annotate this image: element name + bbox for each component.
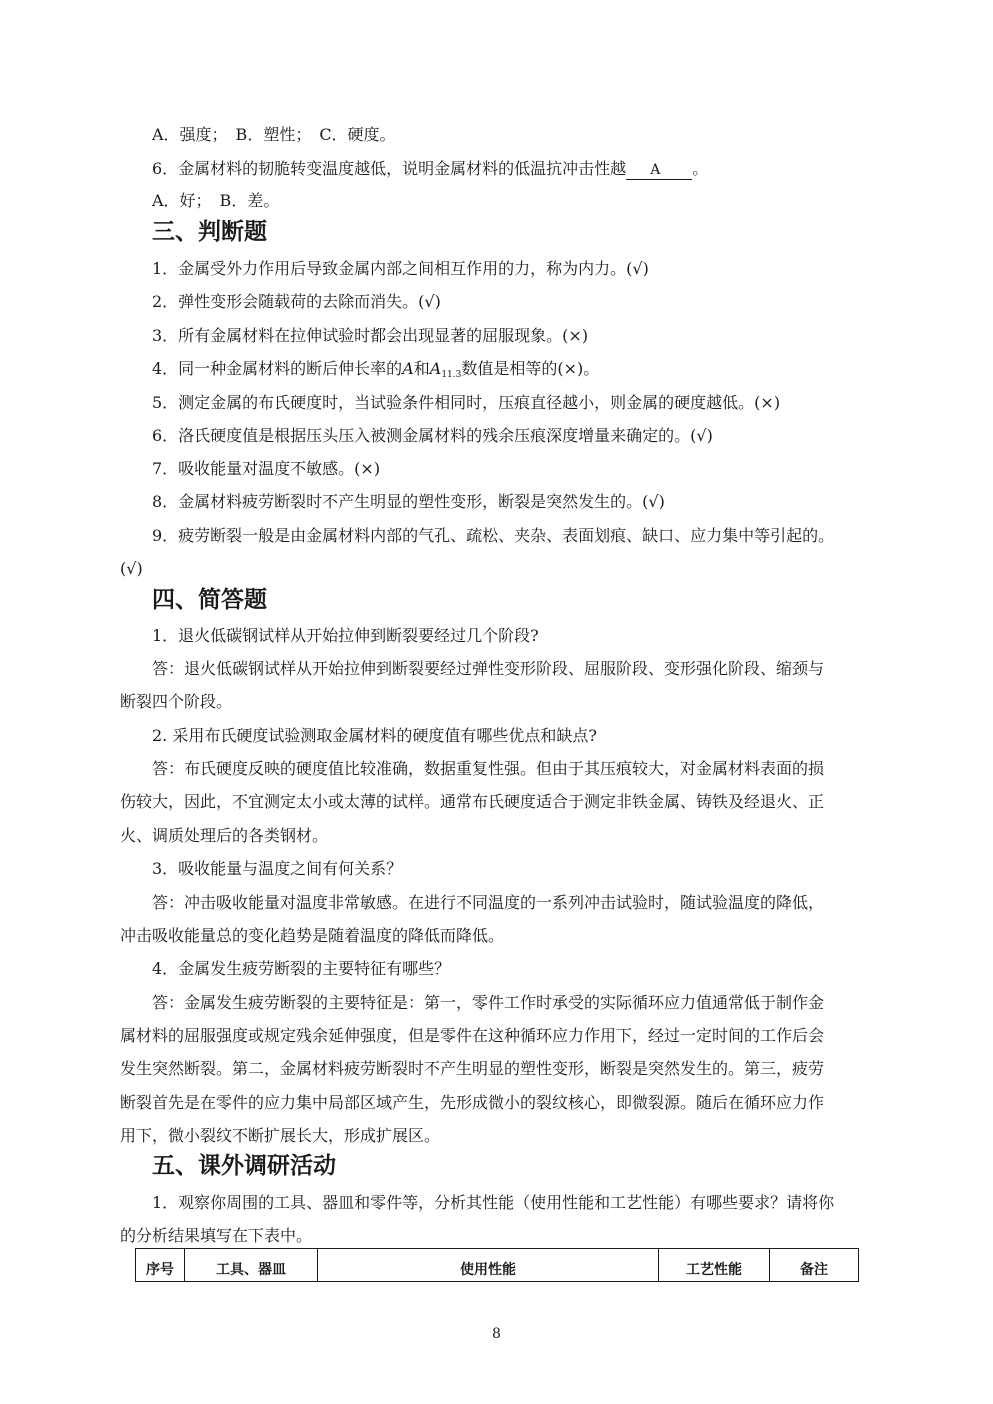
short-answer-2-line-2: 伤较大，因此，不宜测定太小或太薄的试样。通常布氏硬度适合于测定非铁金属、铸铁及经退火、正 — [120, 792, 825, 811]
symbol-a113: A — [429, 359, 442, 378]
judge-item-6: 6．洛氏硬度值是根据压头压入被测金属材料的残余压痕深度增量来确定的。(√) — [152, 426, 713, 445]
judge-item-3: 3．所有金属材料在拉伸试验时都会出现显著的屈服现象。(×) — [152, 326, 589, 345]
table-header-cell: 使用性能 — [318, 1249, 659, 1282]
table-header-cell: 序号 — [136, 1249, 185, 1282]
question-6-end: 。 — [692, 159, 709, 178]
symbol-a: A — [402, 359, 414, 378]
short-answer-4-line-4: 断裂首先是在零件的应力集中局部区域产生，先形成微小的裂纹核心，即微裂源。随后在循环应力作 — [120, 1093, 825, 1112]
page-number: 8 — [492, 1326, 501, 1342]
short-answer-4-line-3: 发生突然断裂。第二，金属材料疲劳断裂时不产生明显的塑性变形，断裂是突然发生的。第三，疲劳 — [120, 1059, 825, 1078]
table-header-cell: 工具、器皿 — [185, 1249, 318, 1282]
short-question-1: 1．退火低碳钢试样从开始拉伸到断裂要经过几个阶段? — [152, 626, 539, 645]
option-line-q6: A．好； B．差。 — [152, 191, 280, 210]
judge-item-9-mark: (√) — [120, 559, 143, 578]
short-answer-4-line-5: 用下，微小裂纹不断扩展长大，形成扩展区。 — [120, 1126, 441, 1145]
option-line-q5: A．强度； B．塑性； C．硬度。 — [152, 125, 396, 144]
short-answer-3-line-2: 冲击吸收能量总的变化趋势是随着温度的降低而降低。 — [120, 926, 505, 945]
symbol-subscript: 11.3 — [441, 370, 462, 380]
short-answer-1-line-1: 答：退火低碳钢试样从开始拉伸到断裂要经过弹性变形阶段、屈服阶段、变形强化阶段、缩颈与 — [152, 659, 825, 678]
judge-item-4-text: 4．同一种金属材料的断后伸长率的 — [152, 359, 403, 378]
short-answer-3-line-1: 答：冲击吸收能量对温度非常敏感。在进行不同温度的一系列冲击试验时，随试验温度的降低， — [152, 893, 825, 912]
short-question-2: 2. 采用布氏硬度试验测取金属材料的硬度值有哪些优点和缺点? — [152, 726, 597, 745]
short-answer-1-line-2: 断裂四个阶段。 — [120, 692, 233, 711]
research-item-1-line-2: 的分析结果填写在下表中。 — [120, 1226, 313, 1245]
analysis-table — [135, 1248, 859, 1282]
short-answer-4-line-1: 答：金属发生疲劳断裂的主要特征是：第一，零件工作时承受的实际循环应力值通常低于制作金 — [152, 993, 825, 1012]
section-heading-judgement: 三、判断题 — [152, 219, 267, 245]
question-6 — [152, 159, 922, 180]
table-header-cell: 工艺性能 — [659, 1249, 770, 1282]
judge-item-9: 9．疲劳断裂一般是由金属材料内部的气孔、疏松、夹杂、表面划痕、缺口、应力集中等引起的。 — [152, 526, 835, 545]
judge-item-2: 2．弹性变形会随载荷的去除而消失。(√) — [152, 292, 441, 311]
short-answer-2-line-3: 火、调质处理后的各类钢材。 — [120, 826, 329, 845]
question-6-text: 6．金属材料的韧脆转变温度越低，说明金属材料的低温抗冲击性越 — [152, 159, 627, 178]
short-question-4: 4．金属发生疲劳断裂的主要特征有哪些？ — [152, 959, 451, 978]
judge-item-5: 5．测定金属的布氏硬度时，当试验条件相同时，压痕直径越小，则金属的硬度越低。(×) — [152, 393, 781, 412]
judge-item-4 — [152, 359, 922, 385]
research-item-1-line-1: 1．观察你周围的工具、器皿和零件等，分析其性能（使用性能和工艺性能）有哪些要求？请将你 — [152, 1193, 835, 1212]
section-heading-short-answer: 四、简答题 — [152, 587, 267, 613]
answer-blank: A — [626, 161, 692, 180]
short-answer-4-line-2: 属材料的屈服强度或规定残余延伸强度，但是零件在这种循环应力作用下，经过一定时间的工作后会 — [120, 1026, 825, 1045]
short-question-3: 3．吸收能量与温度之间有何关系？ — [152, 859, 403, 878]
judge-item-7: 7．吸收能量对温度不敏感。(×) — [152, 459, 381, 478]
table-header-cell: 备注 — [770, 1249, 859, 1282]
judge-item-4-and: 和 — [413, 359, 430, 378]
short-answer-2-line-1: 答：布氏硬度反映的硬度值比较准确，数据重复性强。但由于其压痕较大，对金属材料表面的损 — [152, 759, 825, 778]
judge-item-8: 8．金属材料疲劳断裂时不产生明显的塑性变形，断裂是突然发生的。(√) — [152, 492, 665, 511]
judge-item-1: 1．金属受外力作用后导致金属内部之间相互作用的力，称为内力。(√) — [152, 259, 649, 278]
section-heading-research: 五、课外调研活动 — [152, 1153, 336, 1179]
table-header-row — [136, 1249, 859, 1282]
judge-item-4-rest: 数值是相等的(×)。 — [461, 359, 600, 378]
